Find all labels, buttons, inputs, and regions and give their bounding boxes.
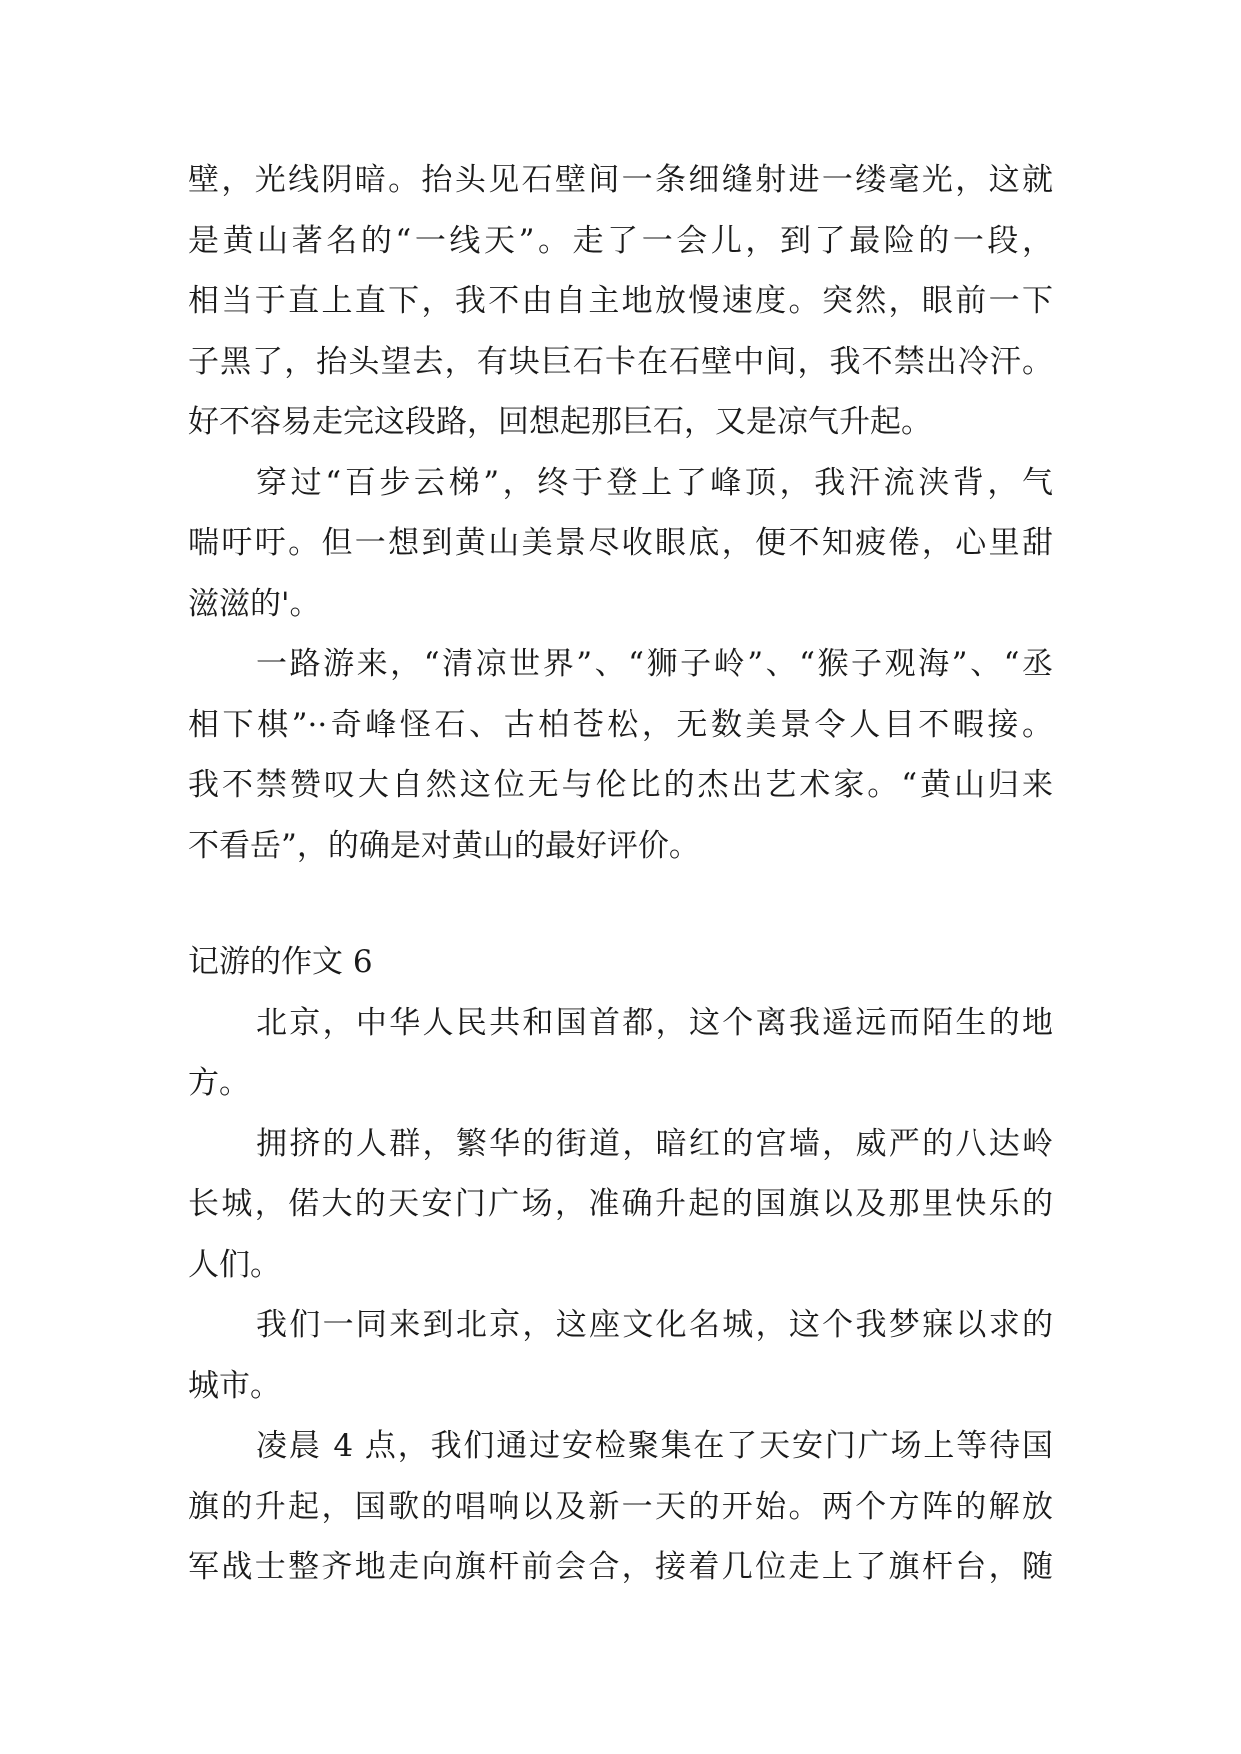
text-line: 不看岳”，的确是对黄山的最好评价。: [188, 827, 700, 864]
text-line: 拥挤的人群，繁华的街道，暗红的宫墙，威严的八达岭: [256, 1125, 1053, 1162]
text-line: 我不禁赞叹大自然这位无与伦比的杰出艺术家。“黄山归来: [188, 767, 1053, 803]
text-line: 好不容易走完这段路，回想起那巨石，又是凉气升起。: [188, 404, 932, 440]
text-line: 我们一同来到北京，这座文化名城，这个我梦寐以求的: [256, 1307, 1053, 1343]
paragraph-yixiantian: [188, 150, 1053, 453]
paragraph-summit: [188, 453, 1053, 635]
paragraph-beijing-intro: [188, 993, 1053, 1114]
text-line: 滋滋的'。: [188, 585, 321, 622]
text-line: 一路游来，“清凉世界”、“狮子岭”、“猴子观海”、“丞: [256, 646, 1053, 682]
essay-6-body: [188, 993, 1053, 1598]
text-line: 喘吁吁。但一想到黄山美景尽收眼底，便不知疲倦，心里甜: [188, 525, 1053, 561]
paragraph-scenery: [188, 634, 1053, 876]
paragraph-arrival: [188, 1295, 1053, 1416]
text-line: 相下棋”··奇峰怪石、古柏苍松，无数美景令人目不暇接。: [188, 706, 1053, 743]
document-page: [188, 150, 1053, 1598]
text-line: 凌晨 4 点，我们通过安检聚集在了天安门广场上等待国: [256, 1428, 1053, 1464]
previous-essay-continuation: [188, 150, 1053, 876]
text-line: 旗的升起，国歌的唱响以及新一天的开始。两个方阵的解放: [188, 1488, 1053, 1525]
text-line: 长城，偌大的天安门广场，准确升起的国旗以及那里快乐的: [188, 1186, 1053, 1222]
text-line: 人们。: [188, 1246, 281, 1283]
text-line: 壁，光线阴暗。抬头见石壁间一条细缝射进一缕毫光，这就: [188, 162, 1053, 198]
text-line: 是黄山著名的“一线天”。走了一会儿，到了最险的一段，: [188, 222, 1053, 259]
paragraph-beijing-scenes: [188, 1114, 1053, 1296]
paragraph-flag-raising: [188, 1416, 1053, 1598]
text-line: 军战士整齐地走向旗杆前会合，接着几位走上了旗杆台，随: [188, 1549, 1053, 1585]
text-line: 相当于直上直下，我不由自主地放慢速度。突然，眼前一下: [188, 283, 1053, 319]
text-line: 北京，中华人民共和国首都，这个离我遥远而陌生的地: [256, 1004, 1053, 1041]
section-heading: 记游的作文 6: [188, 944, 373, 980]
text-line: 子黑了，抬头望去，有块巨石卡在石壁中间，我不禁出冷汗。: [188, 343, 1053, 380]
text-line: 方。: [188, 1065, 250, 1101]
text-line: 城市。: [188, 1367, 281, 1404]
text-line: 穿过“百步云梯”，终于登上了峰顶，我汗流浃背，气: [256, 464, 1053, 501]
